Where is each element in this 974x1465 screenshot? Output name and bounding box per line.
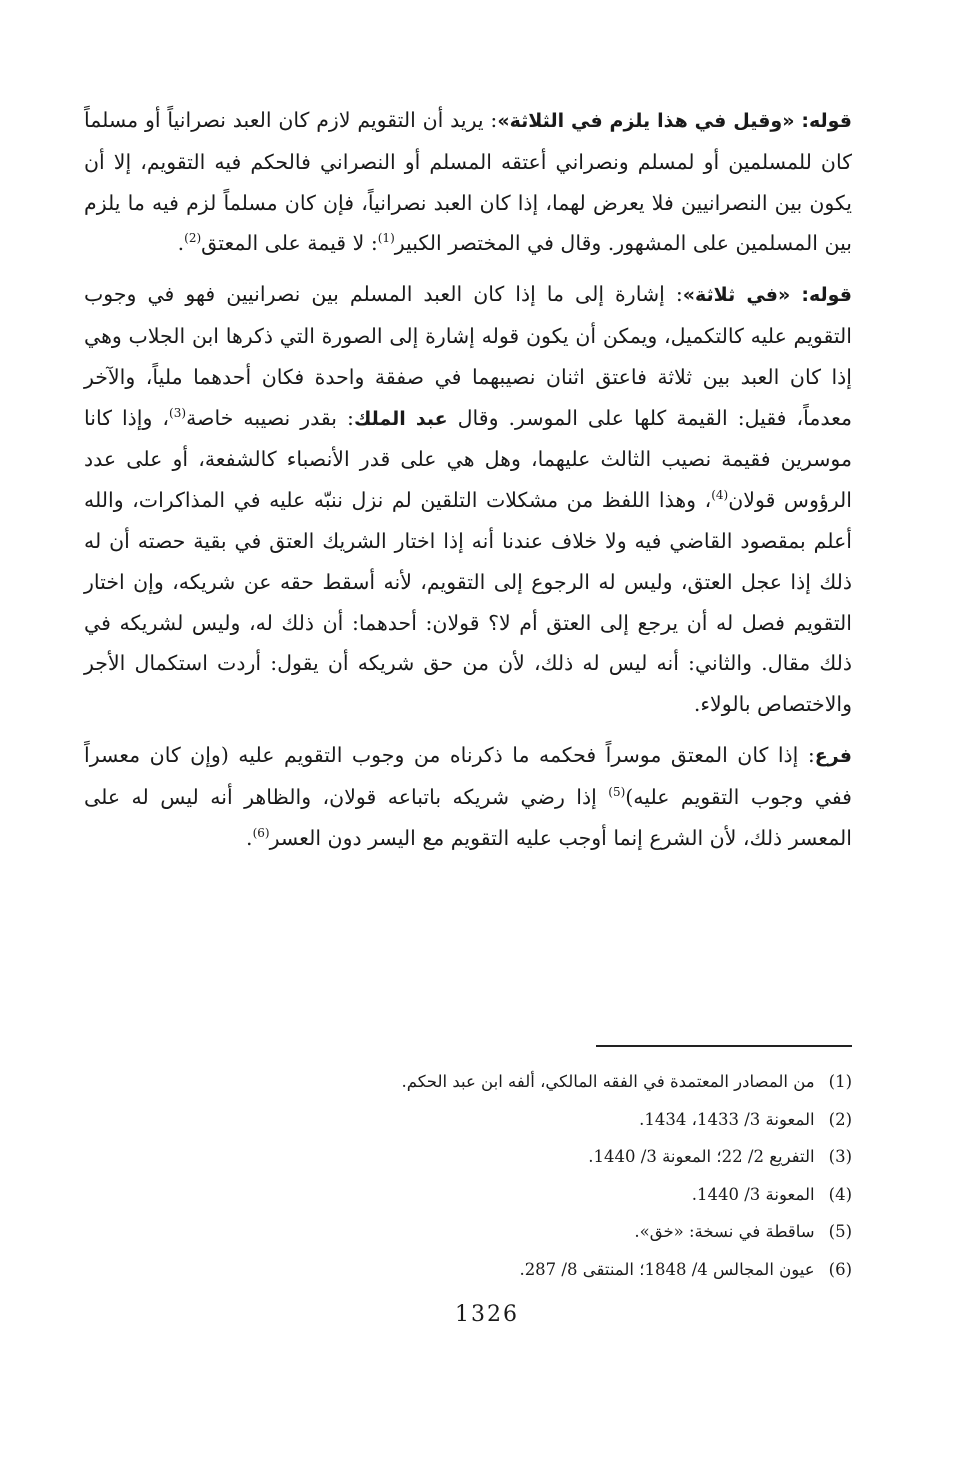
footnote-5 — [212, 1213, 852, 1251]
footnote-2 — [212, 1101, 852, 1139]
text-run: : يريد أن التقويم لازم كان العبد نصرانياً أو مسلماً كان للمسلمين أو لمسلم ونصراني أعتقه المسلم أو النصراني فالحكم فيه التقويم، إلا أن يكون بين النصرانيين فلا يعرض لهما، إذا كان العبد نصرانياً، فإن كان مسلماً لزم فيه ما يلزم بين المسلمين على المشهور. وقال في المختصر الكبير — [84, 108, 852, 256]
text-run: : إشارة إلى ما إذا كان العبد المسلم بين نصرانيين فهو في وجوب التقويم عليه كالتكميل، ويمكن أن يكون قوله إشارة إلى الصورة التي ذكرها ابن الجلاب وهي إذا كان العبد بين ثلاثة فاعتق اثنان نصيبهما في صفقة واحدة فكان أحدهما ملياً، والآخر معدماً، فقيل: القيمة كلها على الموسر. وقال — [84, 282, 852, 430]
footnote-text: المعونة 3/ 1433، 1434. — [639, 1109, 815, 1129]
footnote-number: (6) — [828, 1259, 852, 1279]
footnote-text: التفريع 2/ 22؛ المعونة 3/ 1440. — [588, 1147, 815, 1167]
text-run: ، وهذا اللفظ من مشكلات التلقين لم نزل ننبّه عليه في المذاكرات، والله أعلم بمقصود القاضي فيه ولا خلاف عندنا أنه إذا اختار الشريك العتق في بقية حصته أن له ذلك إذا عجل العتق، وليس له الرجوع إلى التقويم، لأنه أسقط حقه عن شريكه، وإن اختار التقويم فصل له أن يرجع إلى العتق أم لا؟ قولان: أحدهما: أن ذلك له، وليس لشريكه في ذلك مقال. والثاني: أنه ليس له ذلك، لأن من حق شريكه أن يقول: أردت استكمال الأجر والاختصاص بالولاء. — [84, 488, 852, 717]
paragraph-3 — [84, 735, 852, 858]
footnote-text: من المصادر المعتمدة في الفقه المالكي، ألفه ابن عبد الحكم. — [401, 1072, 815, 1091]
footnote-number: (4) — [828, 1184, 852, 1204]
footnote-3 — [212, 1138, 852, 1176]
paragraph-2 — [84, 274, 852, 725]
footnote-ref: (2) — [184, 231, 202, 246]
bold-phrase: عبد الملك — [353, 407, 448, 430]
footnote-ref: (5) — [608, 784, 626, 799]
bold-phrase: قوله: «وقيل في هذا يلزم في الثلاثة» — [497, 110, 852, 132]
footnote-number: (2) — [828, 1109, 852, 1129]
text-run: . — [177, 231, 185, 256]
footnote-ref: (6) — [252, 825, 270, 840]
text-run: : بقدر نصيبه خاصة — [186, 405, 354, 430]
footnote-6 — [212, 1251, 852, 1289]
footnote-ref: (1) — [377, 231, 395, 246]
page-number: 1326 — [455, 1302, 519, 1327]
bold-phrase: فرع — [814, 744, 852, 767]
text-run: ، وإذا كانا موسرين فقيمة نصيب الثالث عليهما، وهل هي على قدر الأنصباء كالشفعة، أو على عدد الرؤوس قولان — [84, 405, 852, 513]
footnote-1 — [212, 1063, 852, 1101]
footnote-separator — [596, 1045, 852, 1047]
footnote-text: المعونة 3/ 1440. — [691, 1184, 815, 1204]
paragraph-1 — [84, 100, 852, 264]
footnote-number: (3) — [828, 1147, 852, 1167]
main-text — [84, 100, 852, 868]
footnote-ref: (3) — [169, 405, 187, 420]
footnote-number: (1) — [828, 1072, 852, 1091]
text-run: إذا رضي شريكه باتباعه قولان، والظاهر أنه ليس له على المعسر ذلك، لأن الشرع إنما أوجب عليه التقويم مع اليسر دون العسر — [84, 784, 852, 850]
footnote-4 — [212, 1176, 852, 1214]
text-run: : إذا كان المعتق موسراً فحكمه ما ذكرناه من وجوب التقويم عليه (وإن كان معسراً ففي وجوب التقويم عليه) — [84, 742, 852, 809]
footnote-number: (5) — [828, 1222, 852, 1242]
text-run: . — [246, 825, 253, 850]
bold-phrase: قوله: «في ثلاثة» — [682, 284, 852, 307]
footnote-text: عيون المجالس 4/ 1848؛ المنتقى 8/ 287. — [519, 1259, 815, 1279]
footnote-text: ساقطة في نسخة: «خق». — [634, 1222, 815, 1242]
footnote-ref: (4) — [711, 488, 729, 503]
text-run: : لا قيمة على المعتق — [201, 231, 378, 256]
footnotes — [212, 1063, 852, 1289]
